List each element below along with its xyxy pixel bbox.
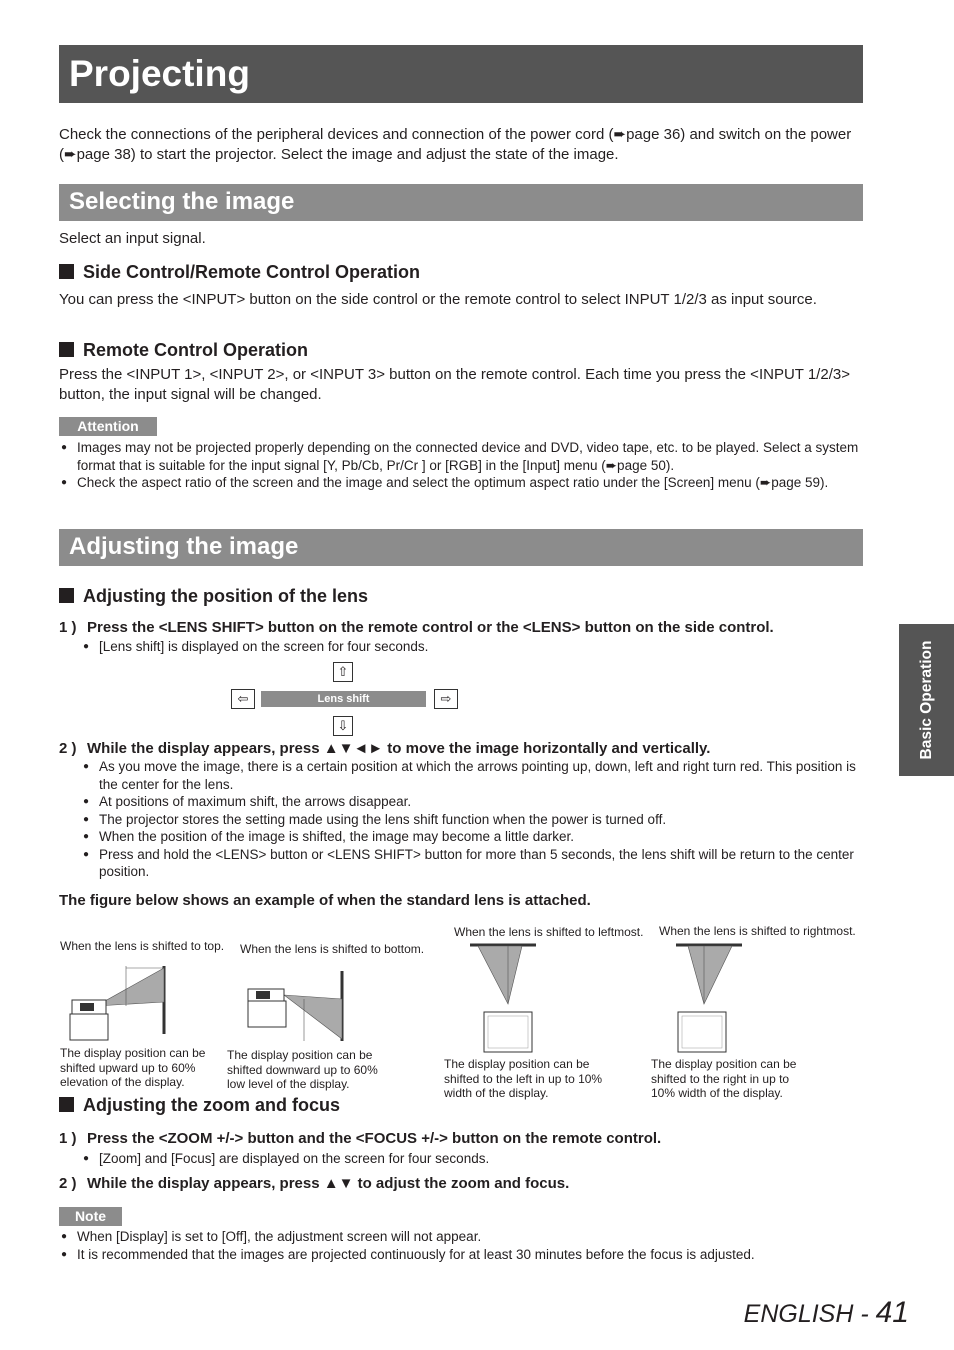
list-item: ● [Zoom] and [Focus] are displayed on the screen for four seconds. — [81, 1150, 861, 1168]
footer-language: ENGLISH - — [743, 1300, 876, 1328]
note-list — [59, 1228, 865, 1263]
page-title-bar — [59, 45, 863, 103]
heading-square-icon — [59, 264, 74, 279]
zoom-step-1 — [59, 1130, 661, 1147]
arrow-down-icon: ⇩ — [333, 716, 353, 736]
step-number: 1 ) — [59, 619, 77, 636]
attention-list — [59, 439, 865, 492]
figure-caption: The display position can be shifted downward up to 60% low level of the display. — [227, 1048, 378, 1091]
lens-shift-osd-bar: Lens shift — [261, 691, 426, 707]
zoom-step-1-list — [81, 1150, 861, 1168]
heading-square-icon — [59, 342, 74, 357]
list-item: ● As you move the image, there is a certain position at which the arrows pointing up, down, left and right turn red. This position is the center for the lens. — [81, 758, 865, 793]
side-control-text: You can press the <INPUT> button on the side control or the remote control to select INPUT 1/2/3 as input source. — [59, 291, 817, 308]
heading-text: Adjusting the zoom and focus — [83, 1095, 340, 1115]
arrow-right-icon: ⇨ — [434, 689, 458, 709]
step-text: While the display appears, press ▲▼ to adjust the zoom and focus. — [87, 1175, 570, 1192]
step-text: Press the <ZOOM +/-> button and the <FOCUS +/-> button on the remote control. — [87, 1130, 662, 1147]
step-number: 1 ) — [59, 1130, 77, 1147]
list-item: ● [Lens shift] is displayed on the screen for four seconds. — [81, 638, 861, 656]
figure-label: When the lens is shifted to bottom. — [240, 942, 425, 956]
section-heading: Adjusting the image — [69, 533, 299, 560]
step-number: 2 ) — [59, 1175, 77, 1192]
list-item: ● It is recommended that the images are projected continuously for at least 30 minutes before the focus is adjusted. — [59, 1246, 865, 1264]
figure-caption: The display position can be shifted to the left in up to 10% width of the display. — [444, 1057, 603, 1100]
remote-control-heading — [59, 340, 308, 361]
heading-text: Adjusting the position of the lens — [83, 586, 368, 606]
side-tab-label: Basic Operation — [917, 640, 935, 760]
page-number: 41 — [875, 1296, 909, 1329]
note-label: Note — [59, 1207, 122, 1226]
list-item: ● When the position of the image is shifted, the image may become a little darker. — [81, 828, 865, 846]
step-text: While the display appears, press ▲▼◄► to move the image horizontally and vertically. — [87, 740, 711, 757]
figure-label: When the lens is shifted to rightmost. — [659, 924, 856, 938]
heading-text: Remote Control Operation — [83, 340, 309, 360]
figure-caption: The display position can be shifted upward up to 60% elevation of the display. — [60, 1046, 206, 1089]
remote-control-text: Press the <INPUT 1>, <INPUT 2>, or <INPUT 3> button on the remote control. Each time you press the <INPUT 1/2/3> button, the input signal will be changed. — [59, 366, 850, 403]
attention-label: Attention — [59, 417, 157, 436]
step-text: Press the <LENS SHIFT> button on the remote control or the <LENS> button on the side control. — [87, 619, 774, 636]
heading-text: Side Control/Remote Control Operation — [83, 262, 421, 282]
lens-shift-left-figure — [468, 940, 538, 1055]
zoom-step-2 — [59, 1175, 569, 1192]
list-item: ● At positions of maximum shift, the arrows disappear. — [81, 793, 865, 811]
list-item: ● Check the aspect ratio of the screen and the image and select the optimum aspect ratio under the [Screen] menu (➨page 59). — [59, 474, 865, 492]
selecting-text: Select an input signal. — [59, 230, 206, 247]
section-adjusting-bar — [59, 529, 863, 566]
side-tab — [899, 624, 954, 776]
page-title: Projecting — [69, 53, 250, 94]
page-footer — [744, 1296, 909, 1330]
intro-text: Check the connections of the peripheral devices and connection of the power cord (➨page 36) and switch on the power (➨page 38) to start the projector. Select the image and adjust the state of the image. — [59, 126, 852, 163]
lens-shift-bottom-figure — [244, 965, 354, 1045]
figure-note: The figure below shows an example of when the standard lens is attached. — [59, 892, 591, 909]
lens-step-1 — [59, 619, 774, 636]
arrow-left-icon: ⇦ — [231, 689, 255, 709]
section-heading: Selecting the image — [69, 188, 295, 215]
list-item: ● The projector stores the setting made using the lens shift function when the power is turned off. — [81, 811, 865, 829]
zoom-heading — [59, 1095, 340, 1116]
lens-shift-top-figure — [66, 962, 176, 1044]
heading-square-icon — [59, 1097, 74, 1112]
section-selecting-bar — [59, 184, 863, 221]
heading-square-icon — [59, 588, 74, 603]
lens-heading — [59, 586, 368, 607]
figure-caption: The display position can be shifted to the right in up to 10% width of the display. — [651, 1057, 797, 1100]
lens-step-2 — [59, 740, 710, 757]
list-item: ● Images may not be projected properly depending on the connected device and DVD, video tape, etc. to be played. Select a system format that is suitable for the input signal [Y, Pb/Cb, Pr/Cr ] or [RGB] in the [Input] menu (➨page 50). — [59, 439, 865, 474]
figure-label: When the lens is shifted to leftmost. — [454, 925, 644, 939]
side-control-heading — [59, 262, 420, 283]
list-item: ● Press and hold the <LENS> button or <LENS SHIFT> button for more than 5 seconds, the lens shift will be return to the center position. — [81, 846, 865, 881]
lens-step-2-list — [81, 758, 865, 881]
lens-shift-right-figure — [674, 940, 744, 1055]
list-item: ● When [Display] is set to [Off], the adjustment screen will not appear. — [59, 1228, 865, 1246]
step-number: 2 ) — [59, 740, 77, 757]
lens-step-1-list — [81, 638, 861, 656]
arrow-up-icon: ⇧ — [333, 662, 353, 682]
figure-label: When the lens is shifted to top. — [60, 939, 225, 953]
